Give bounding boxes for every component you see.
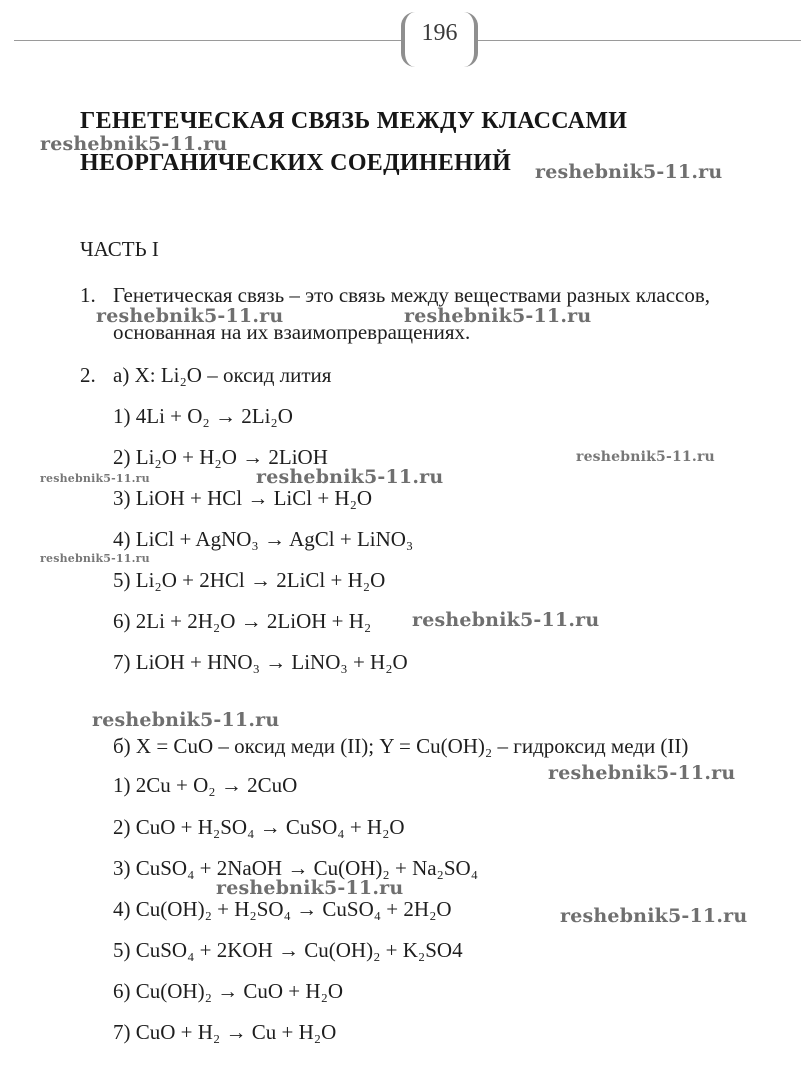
watermark: reshebnik5-11.ru xyxy=(548,762,736,784)
reaction-a-4: 4) LiCl + AgNO₃ → AgCl + LiNO₃ xyxy=(113,527,414,551)
header-rule-left xyxy=(14,40,402,41)
reaction-a-1: 1) 4Li + O₂ → 2Li₂O xyxy=(113,404,293,428)
header-rule-right xyxy=(478,40,801,41)
page-title-line-1: ГЕНЕТЕЧЕСКАЯ СВЯЗЬ МЕЖДУ КЛАССАМИ xyxy=(80,108,628,134)
watermark: reshebnik5-11.ru xyxy=(40,552,150,565)
reaction-a-6: 6) 2Li + 2H₂O → 2LiOH + H₂ xyxy=(113,609,372,633)
item-2-number: 2. xyxy=(80,363,96,387)
watermark: reshebnik5-11.ru xyxy=(92,709,280,731)
reaction-b-4: 4) Cu(OH)₂ + H₂SO₄ → CuSO₄ + 2H₂O xyxy=(113,897,452,921)
watermark: reshebnik5-11.ru xyxy=(412,609,600,631)
watermark: reshebnik5-11.ru xyxy=(256,466,444,488)
watermark: reshebnik5-11.ru xyxy=(404,305,592,327)
reaction-b-3: 3) CuSO₄ + 2NaOH → Cu(OH)₂ + Na₂SO₄ xyxy=(113,856,479,880)
watermark: reshebnik5-11.ru xyxy=(96,305,284,327)
item-1-number: 1. xyxy=(80,283,96,307)
reaction-b-7: 7) CuO + H₂ → Cu + H₂O xyxy=(113,1020,337,1044)
item-1-line-2: основанная на их взаимопревращениях. xyxy=(113,320,471,344)
page-number: 196 xyxy=(421,20,458,46)
reaction-b-1: 1) 2Cu + O₂ → 2CuO xyxy=(113,773,298,797)
part-b-label: б) X = CuO – оксид меди (II); Y = Cu(OH)₂ – гидроксид меди (II) xyxy=(113,734,689,758)
watermark: reshebnik5-11.ru xyxy=(560,905,748,927)
reaction-b-2: 2) CuO + H₂SO₄ → CuSO₄ + H₂O xyxy=(113,815,405,839)
page-title-line-2: НЕОРГАНИЧЕСКИХ СОЕДИНЕНИЙ xyxy=(80,150,512,176)
reaction-b-5: 5) CuSO₄ + 2KOH → Cu(OH)₂ + K₂SO4 xyxy=(113,938,463,962)
item-1-line-1: Генетическая связь – это связь между веществами разных классов, xyxy=(113,283,711,307)
watermark: reshebnik5-11.ru xyxy=(216,877,404,899)
watermark: reshebnik5-11.ru xyxy=(40,133,228,155)
watermark: reshebnik5-11.ru xyxy=(40,472,150,485)
watermark: reshebnik5-11.ru xyxy=(576,449,715,465)
reaction-a-5: 5) Li₂O + 2HCl → 2LiCl + H₂O xyxy=(113,568,386,592)
part-a-label: а) X: Li₂O – оксид лития xyxy=(113,363,332,387)
reaction-a-7: 7) LiOH + HNO₃ → LiNO₃ + H₂O xyxy=(113,650,408,674)
section-heading: ЧАСТЬ I xyxy=(80,237,159,261)
watermark: reshebnik5-11.ru xyxy=(535,161,723,183)
reaction-b-6: 6) Cu(OH)₂ → CuO + H₂O xyxy=(113,979,344,1003)
reaction-a-2: 2) Li₂O + H₂O → 2LiOH xyxy=(113,445,328,469)
reaction-a-3: 3) LiOH + HCl → LiCl + H₂O xyxy=(113,486,373,510)
